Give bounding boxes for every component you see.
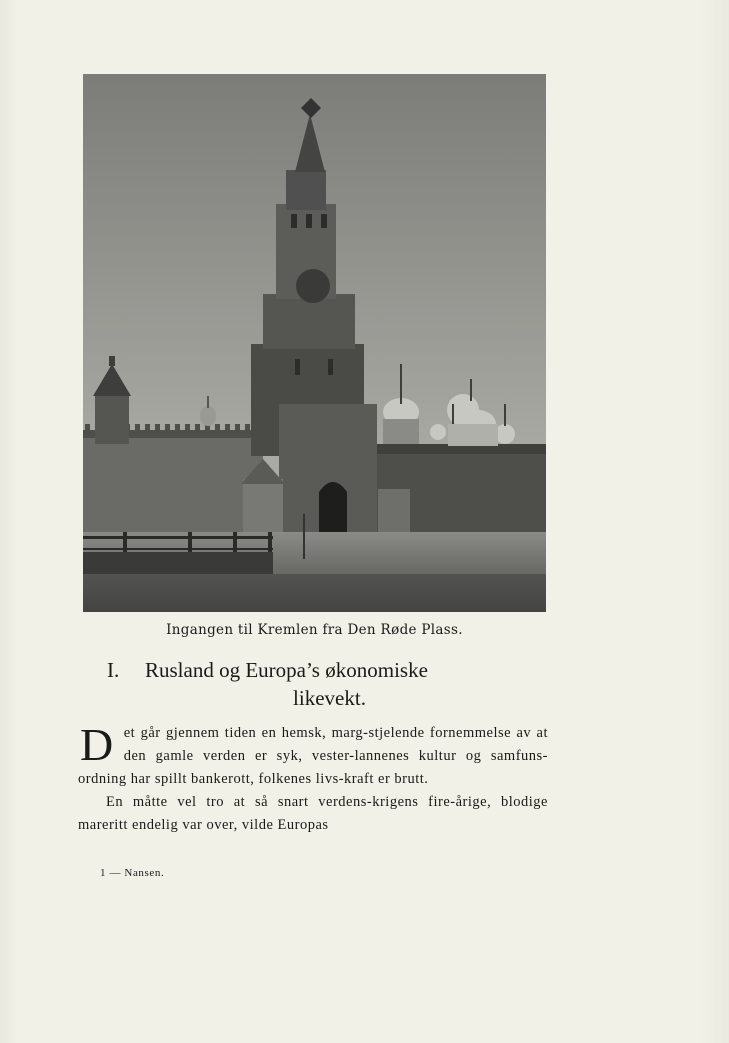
- paragraph-2: En måtte vel tro at så snart verdens-krigens fire-årige, blodige mareritt endelig var over, vilde Europas: [78, 794, 548, 833]
- dropcap-letter: D: [80, 719, 114, 770]
- paragraph-1: [78, 719, 548, 791]
- paragraph-1-text: et går gjennem tiden en hemsk, marg-stjelende fornemmelse av at den gamle verden er syk, vester-lannenes kultur og samfuns-ordning har spillt bankerott, folkenes livs-kraft er brutt.: [78, 725, 548, 787]
- signature-footnote: 1 — Nansen.: [100, 867, 165, 879]
- chapter-title-line1: [83, 656, 546, 684]
- chapter-heading: [83, 656, 546, 712]
- kremlin-photo: [83, 74, 546, 612]
- chapter-number: I.: [107, 658, 120, 682]
- body-text: [78, 719, 548, 837]
- chapter-title-line2: likevekt.: [293, 686, 366, 710]
- chapter-title-text: Rusland og Europa’s økonomiske: [145, 658, 428, 682]
- photo-caption: Ingangen til Kremlen fra Den Røde Plass.: [166, 622, 463, 638]
